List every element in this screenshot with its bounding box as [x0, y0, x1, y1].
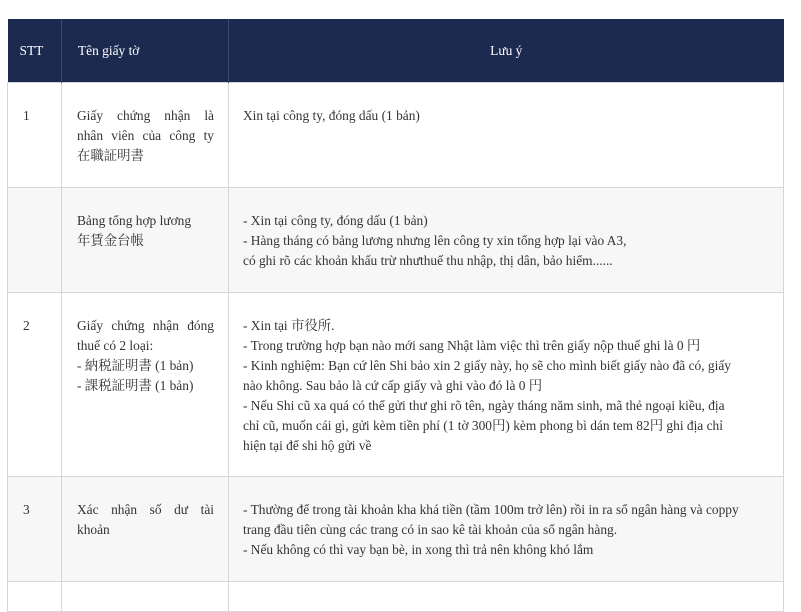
row-document-name [62, 582, 229, 612]
table-row [8, 83, 784, 188]
row-stt: 3 [8, 477, 62, 582]
row-note [229, 188, 784, 293]
header-stt: STT [8, 19, 62, 83]
row-note [229, 293, 784, 477]
table-row [8, 188, 784, 293]
note-line: - Trong trường hợp bạn nào mới sang Nhật làm việc thì trên giấy nộp thuế ghi là 0 円 [243, 338, 701, 353]
note-line: có ghi rõ các khoản khấu trừ nhưthuế thu nhập, thị dân, bảo hiểm...... [243, 253, 613, 268]
name-line: 年賃金台帳 [77, 233, 144, 248]
documents-table-container [7, 19, 783, 612]
note-line: trang đầu tiên cùng các trang có in sao kê tài khoản của sổ ngân hàng. [243, 522, 618, 537]
row-document-name [62, 188, 229, 293]
row-document-name [62, 293, 229, 477]
row-stt: 2 [8, 293, 62, 477]
row-stt [8, 582, 62, 612]
note-line: - Nếu Shi cũ xa quá có thể gửi thư ghi rõ tên, ngày tháng năm sinh, mã thẻ ngoại kiều, địa [243, 398, 725, 413]
note-line: - Nếu không có thì vay bạn bè, in xong thì trả nên không khó lắm [243, 542, 594, 557]
table-row [8, 293, 784, 477]
header-document-name: Tên giấy tờ [62, 19, 229, 83]
name-line: Giấy chứng nhận đóng [77, 318, 214, 333]
note-line: - Hàng tháng có bảng lương nhưng lên công ty xin tổng hợp lại vào A3, [243, 233, 627, 248]
note-line: chỉ cũ, muốn cái gì, gửi kèm tiền phí (1 tờ 300円) kèm phong bì dán tem 82円 ghi địa chỉ [243, 418, 723, 433]
note-line: - Xin tại 市役所. [243, 318, 335, 333]
row-note [229, 83, 784, 188]
table-row [8, 582, 784, 612]
table-header-row [8, 19, 784, 83]
name-line: thuế có 2 loại: [77, 338, 154, 353]
row-stt: 1 [8, 83, 62, 188]
name-line: 在職証明書 [77, 148, 144, 163]
note-line: nào không. Sau bảo là cứ cấp giấy và ghi vào đó là 0 円 [243, 378, 543, 393]
note-line: hiện tại để shi hộ gửi về [243, 438, 372, 453]
row-stt [8, 188, 62, 293]
row-document-name [62, 83, 229, 188]
name-line: - 課税証明書 (1 bản) [77, 378, 194, 393]
name-line: khoản [77, 522, 110, 537]
row-note [229, 477, 784, 582]
note-line: - Kinh nghiệm: Bạn cứ lên Shi bảo xin 2 giấy này, họ sẽ cho mình biết giấy nào đã có, giấy [243, 358, 731, 373]
note-line: - Thường để trong tài khoản kha khá tiền (tầm 100m trở lên) rồi in ra sổ ngân hàng và coppy [243, 502, 739, 517]
name-line: Bảng tổng hợp lương [77, 213, 192, 228]
table-row [8, 477, 784, 582]
name-line: nhân viên của công ty [77, 128, 214, 143]
name-line: - 納税証明書 (1 bản) [77, 358, 194, 373]
name-line: Xác nhận số dư tài [77, 502, 214, 517]
row-document-name [62, 477, 229, 582]
documents-table [7, 19, 784, 612]
note-line: - Xin tại công ty, đóng dấu (1 bản) [243, 213, 428, 228]
note-line: Xin tại công ty, đóng dấu (1 bản) [243, 108, 420, 123]
name-line: Giấy chứng nhận là [77, 108, 214, 123]
row-note [229, 582, 784, 612]
header-note: Lưu ý [229, 19, 784, 83]
